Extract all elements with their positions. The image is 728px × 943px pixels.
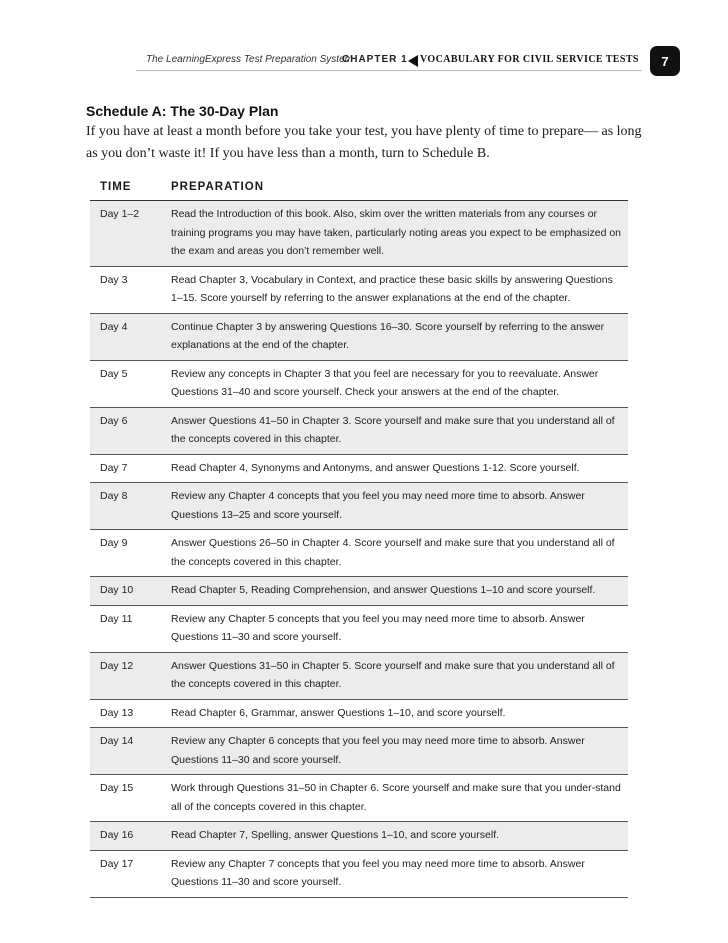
time-cell: Day 9	[100, 537, 128, 549]
preparation-cell: Read the Introduction of this book. Also, skim over the written materials from any courses or training programs you may have taken, particularly noting areas you expect to be emphasized on the exam and areas you don’t remember well.	[171, 208, 622, 257]
preparation-cell: Answer Questions 41–50 in Chapter 3. Score yourself and make sure that you understand all of the concepts covered in this chapter.	[171, 414, 615, 445]
time-cell: Day 12	[100, 659, 134, 672]
table-row	[90, 530, 628, 577]
header-rule	[136, 70, 642, 71]
table-row	[90, 851, 628, 898]
table-row	[90, 267, 628, 314]
table-row	[90, 606, 628, 653]
preparation-cell: Read Chapter 6, Grammar, answer Questions 1–10, and score yourself.	[171, 706, 506, 719]
table-row	[90, 408, 628, 455]
time-cell: Day 13	[100, 706, 134, 719]
time-cell: Day 16	[100, 829, 134, 841]
time-cell: Day 6	[100, 414, 128, 427]
table-row	[90, 483, 628, 530]
column-header-time: TIME	[100, 180, 132, 193]
time-cell: Day 14	[100, 735, 134, 747]
time-cell: Day 4	[100, 320, 128, 333]
page-number: 7	[650, 46, 680, 76]
preparation-cell: Answer Questions 31–50 in Chapter 5. Score yourself and make sure that you understand all of the concepts covered in this chapter.	[171, 659, 615, 690]
time-cell: Day 5	[100, 367, 128, 380]
section-intro: If you have at least a month before you take your test, you have plenty of time to prepare— as long as you don’t waste it! If you have less than a month, turn to Schedule B.	[86, 124, 642, 161]
preparation-cell: Review any Chapter 7 concepts that you feel you may need more time to absorb. Answer Questions 11–30 and score yourself.	[171, 857, 585, 888]
time-cell: Day 10	[100, 584, 134, 596]
preparation-cell: Review any Chapter 6 concepts that you feel you may need more time to absorb. Answer Questions 11–30 and score yourself.	[171, 735, 585, 766]
preparation-cell: Read Chapter 5, Reading Comprehension, and answer Questions 1–10 and score yourself.	[171, 584, 596, 596]
table-row	[90, 201, 628, 267]
preparation-cell: Review any concepts in Chapter 3 that you feel are necessary for you to reevaluate. Answer Questions 31–40 and score yourself. Check your answers at the end of the chapter.	[171, 367, 599, 398]
table-row	[90, 728, 628, 775]
table-row	[90, 700, 628, 729]
table-row	[90, 314, 628, 361]
preparation-cell: Read Chapter 4, Synonyms and Antonyms, and answer Questions 1-12. Score yourself.	[171, 461, 580, 474]
table-row	[90, 653, 628, 700]
table-row	[90, 775, 628, 822]
time-cell: Day 17	[100, 857, 134, 870]
column-header-preparation: PREPARATION	[171, 180, 264, 193]
section-title: Schedule A: The 30-Day Plan	[86, 103, 279, 119]
preparation-cell: Answer Questions 26–50 in Chapter 4. Score yourself and make sure that you understand all of the concepts covered in this chapter.	[171, 537, 615, 568]
running-title: The LearningExpress Test Preparation System	[146, 54, 353, 65]
table-body	[90, 201, 628, 898]
time-cell: Day 11	[100, 612, 133, 625]
time-cell: Day 3	[100, 273, 128, 286]
time-cell: Day 15	[100, 782, 134, 794]
preparation-cell: Review any Chapter 5 concepts that you feel you may need more time to absorb. Answer Questions 11–30 and score yourself.	[171, 612, 585, 643]
table-row	[90, 455, 628, 484]
preparation-cell: Read Chapter 7, Spelling, answer Questions 1–10, and score yourself.	[171, 829, 500, 841]
schedule-table	[90, 173, 628, 898]
preparation-cell: Work through Questions 31–50 in Chapter 6. Score yourself and make sure that you under-stand all of the concepts covered in this chapter.	[171, 782, 621, 813]
time-cell: Day 1–2	[100, 208, 140, 220]
chapter-label: CHAPTER 1	[342, 54, 408, 65]
time-cell: Day 7	[100, 461, 128, 474]
preparation-cell: Review any Chapter 4 concepts that you feel you may need more time to absorb. Answer Questions 13–25 and score yourself.	[171, 490, 585, 521]
table-row	[90, 361, 628, 408]
preparation-cell: Continue Chapter 3 by answering Questions 16–30. Score yourself by referring to the answer explanations at the end of the chapter.	[171, 320, 605, 351]
left-triangle-icon	[408, 55, 418, 67]
table-row	[90, 822, 628, 851]
table-row	[90, 577, 628, 606]
book-title: VOCABULARY FOR CIVIL SERVICE TESTS	[420, 54, 639, 65]
page-header	[0, 46, 728, 76]
preparation-cell: Read Chapter 3, Vocabulary in Context, and practice these basic skills by answering Questions 1–15. Score yourself by referring to the answer explanations at the end of the chapter.	[171, 273, 613, 304]
table-header	[90, 173, 628, 201]
time-cell: Day 8	[100, 490, 128, 502]
